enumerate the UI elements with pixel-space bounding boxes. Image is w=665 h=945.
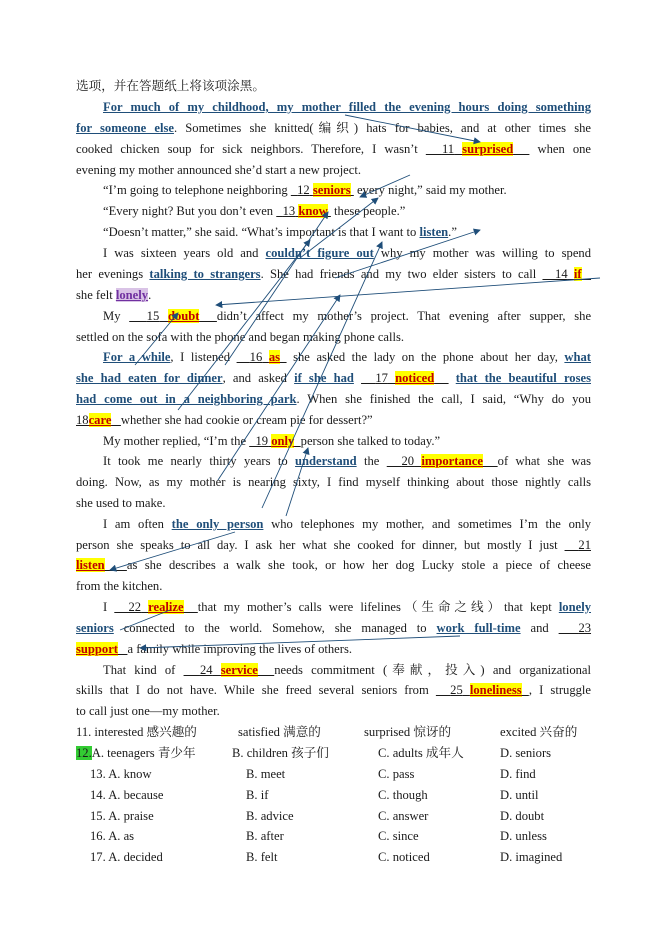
option-12-b: B. children 孩子们 bbox=[232, 746, 329, 760]
option-17-c: C. noticed bbox=[378, 850, 430, 864]
option-11-c: surprised 惊讶的 bbox=[364, 725, 452, 739]
p10-line2: person she speaks to all day. I ask her what she cooked for dinner, but mostly I just 21 bbox=[76, 538, 591, 552]
p6-line2: settled on the sofa with the phone and began making phone calls. bbox=[76, 330, 405, 344]
blank-15: 15 doubt bbox=[146, 309, 200, 323]
answer-25: loneliness bbox=[469, 683, 522, 697]
p7-line1: For a while, I listened 16 as she asked the lady on the phone about her day, what bbox=[103, 350, 591, 364]
p1-line2: for someone else. Sometimes she knitted(编织) hats for babies, and at other times she bbox=[76, 121, 591, 135]
option-13-d: D. find bbox=[500, 767, 536, 781]
answer-14: if bbox=[573, 267, 582, 281]
option-11-d: excited 兴奋的 bbox=[500, 725, 578, 739]
p8-line: My mother replied, “I’m the 19 only person she talked to today.” bbox=[103, 434, 441, 448]
option-16-d: D. unless bbox=[500, 829, 547, 843]
blank-11: 11 surprised bbox=[441, 142, 514, 156]
key-phrase: listen bbox=[419, 225, 449, 239]
p7-line4: 18care whether she had cookie or cream pie for dessert?” bbox=[76, 413, 373, 427]
p2-line: “I’m going to telephone neighboring 12 seniors every night,” said my mother. bbox=[103, 183, 507, 197]
option-17-a: 17. A. decided bbox=[90, 850, 163, 864]
option-11-b: satisfied 满意的 bbox=[238, 725, 321, 739]
p4-line: “Doesn’t matter,” she said. “What’s important is that I want to listen.” bbox=[103, 225, 457, 239]
key-phrase: that the beautiful roses bbox=[455, 371, 591, 385]
blank-21: 21 bbox=[578, 538, 591, 552]
answer-13: know bbox=[298, 204, 328, 218]
option-15-d: D. doubt bbox=[500, 809, 545, 823]
option-16-a: 16. A. as bbox=[90, 829, 135, 843]
option-14-b: B. if bbox=[246, 788, 269, 802]
p10-line3: listen as she describes a walk she took, or how her dog Lucky stole a piece of cheese bbox=[76, 558, 592, 572]
blank-12: 12 seniors bbox=[297, 183, 351, 197]
blank-16: 16 as bbox=[249, 350, 281, 364]
option-13-c: C. pass bbox=[378, 767, 415, 781]
answer-23: support bbox=[76, 642, 118, 656]
option-14-c: C. though bbox=[378, 788, 428, 802]
answer-17: noticed bbox=[395, 371, 435, 385]
option-15-c: C. answer bbox=[378, 809, 429, 823]
p9-line2: doing. Now, as my mother is nearing sixty, I find myself thinking about those nightly calls bbox=[76, 475, 591, 489]
blank-24: 24 service bbox=[199, 663, 258, 677]
option-15-a: 15. A. praise bbox=[90, 809, 154, 823]
blank-19: 19 only bbox=[255, 434, 295, 448]
p10-line1: I am often the only person who telephones my mother, and sometimes I’m the only bbox=[103, 517, 591, 531]
p11-line1: I 22 realize that my mother’s calls were lifelines（生命之线）that kept lonely bbox=[103, 600, 591, 614]
key-phrase: if she had bbox=[294, 371, 354, 385]
option-17-d: D. imagined bbox=[500, 850, 563, 864]
answer-18: care bbox=[88, 413, 112, 427]
option-14-d: D. until bbox=[500, 788, 539, 802]
option-16-b: B. after bbox=[246, 829, 284, 843]
option-16-c: C. since bbox=[378, 829, 419, 843]
option-12-d: D. seniors bbox=[500, 746, 552, 760]
p12-line2: skills that I do not have. While she freed several seniors from 25 loneliness , I struggle bbox=[76, 683, 592, 697]
key-phrase: couldn’t figure out bbox=[265, 246, 374, 260]
answer-16: as bbox=[268, 350, 281, 364]
p11-line3: support a family while improving the lives of others. bbox=[76, 642, 352, 656]
option-13-b: B. meet bbox=[246, 767, 286, 781]
key-phrase: seniors bbox=[76, 621, 114, 635]
question-12-number: 12. bbox=[76, 746, 92, 760]
p12-line1: That kind of 24 service needs commitment (奉献，投入) and organizational bbox=[103, 663, 591, 677]
key-phrase: lonely bbox=[558, 600, 591, 614]
answer-20: importance bbox=[421, 454, 483, 468]
option-13-a: 13. A. know bbox=[90, 767, 152, 781]
p9-line3: she used to make. bbox=[76, 496, 166, 510]
key-phrase: for someone else bbox=[76, 121, 174, 135]
key-phrase: For a while bbox=[103, 350, 171, 364]
p7-line3: had come out in a neighboring park. When she finished the call, I said, “Why do you bbox=[76, 392, 591, 406]
p1-line1 bbox=[103, 99, 591, 115]
answer-15: doubt bbox=[167, 309, 200, 323]
blank-17: 17 noticed bbox=[375, 371, 435, 385]
key-phrase: she had eaten for dinner bbox=[76, 371, 223, 385]
key-phrase: talking to strangers bbox=[149, 267, 261, 281]
key-phrase: For much of my childhood, my mother filled the evening hours doing something bbox=[103, 100, 591, 114]
instruction-header: 选项，并在答题纸上将该项涂黑。 bbox=[76, 79, 265, 93]
key-phrase: what bbox=[564, 350, 591, 364]
p5-line2: her evenings talking to strangers. She had friends and my two elder sisters to call 14 if bbox=[76, 266, 591, 282]
answer-21: listen bbox=[76, 558, 105, 572]
p11-line2: seniors connected to the world. Somehow, she managed to work full-time and 23 bbox=[76, 621, 592, 635]
p1-line4: evening my mother announced she’d start a new project. bbox=[76, 163, 362, 177]
key-phrase: work full-time bbox=[436, 621, 521, 635]
answer-12: seniors bbox=[312, 183, 351, 197]
blank-14: 14 if bbox=[555, 267, 582, 281]
key-word-lonely: lonely bbox=[115, 288, 149, 302]
option-12-a: 12.A. teenagers 青少年 bbox=[76, 746, 196, 760]
p1-line3: cooked chicken soup for sick neighbors. Therefore, I wasn’t 11 surprised when one bbox=[76, 142, 592, 156]
p3-line: “Every night? But you don’t even 13 know these people.” bbox=[103, 204, 406, 218]
answer-19: only bbox=[271, 434, 295, 448]
p5-line1: I was sixteen years old and couldn’t figure out why my mother was willing to spend bbox=[103, 246, 592, 260]
p7-line2: she had eaten for dinner, and asked if she had 17 noticed that the beautiful roses bbox=[76, 371, 591, 385]
p12-line3: to call just one—my mother. bbox=[76, 704, 220, 718]
p5-line3: she felt lonely. bbox=[76, 288, 152, 302]
p6-line1: My 15 doubt didn’t affect my mother’s project. That evening after supper, she bbox=[103, 309, 592, 323]
key-phrase: understand bbox=[295, 454, 357, 468]
p9-line1: It took me nearly thirty years to understand the 20 importance of what she was bbox=[103, 454, 592, 468]
option-14-a: 14. A. because bbox=[90, 788, 164, 802]
option-12-c: C. adults 成年人 bbox=[378, 746, 464, 760]
option-15-b: B. advice bbox=[246, 809, 294, 823]
option-11-a: 11. interested 感兴趣的 bbox=[76, 725, 197, 739]
blank-20: 20 importance bbox=[401, 454, 483, 468]
blank-13: 13 know bbox=[282, 204, 328, 218]
key-phrase: had come out in a neighboring park bbox=[76, 392, 297, 406]
key-phrase: the only person bbox=[171, 517, 264, 531]
blank-18: 18care bbox=[76, 413, 112, 427]
option-17-b: B. felt bbox=[246, 850, 278, 864]
answer-22: realize bbox=[148, 600, 184, 614]
p10-line4: from the kitchen. bbox=[76, 579, 163, 593]
blank-22: 22 realize bbox=[128, 600, 184, 614]
answer-11: surprised bbox=[462, 142, 514, 156]
answer-24: service bbox=[220, 663, 258, 677]
blank-25: 25 loneliness bbox=[450, 683, 522, 697]
blank-23: 23 bbox=[578, 621, 592, 635]
